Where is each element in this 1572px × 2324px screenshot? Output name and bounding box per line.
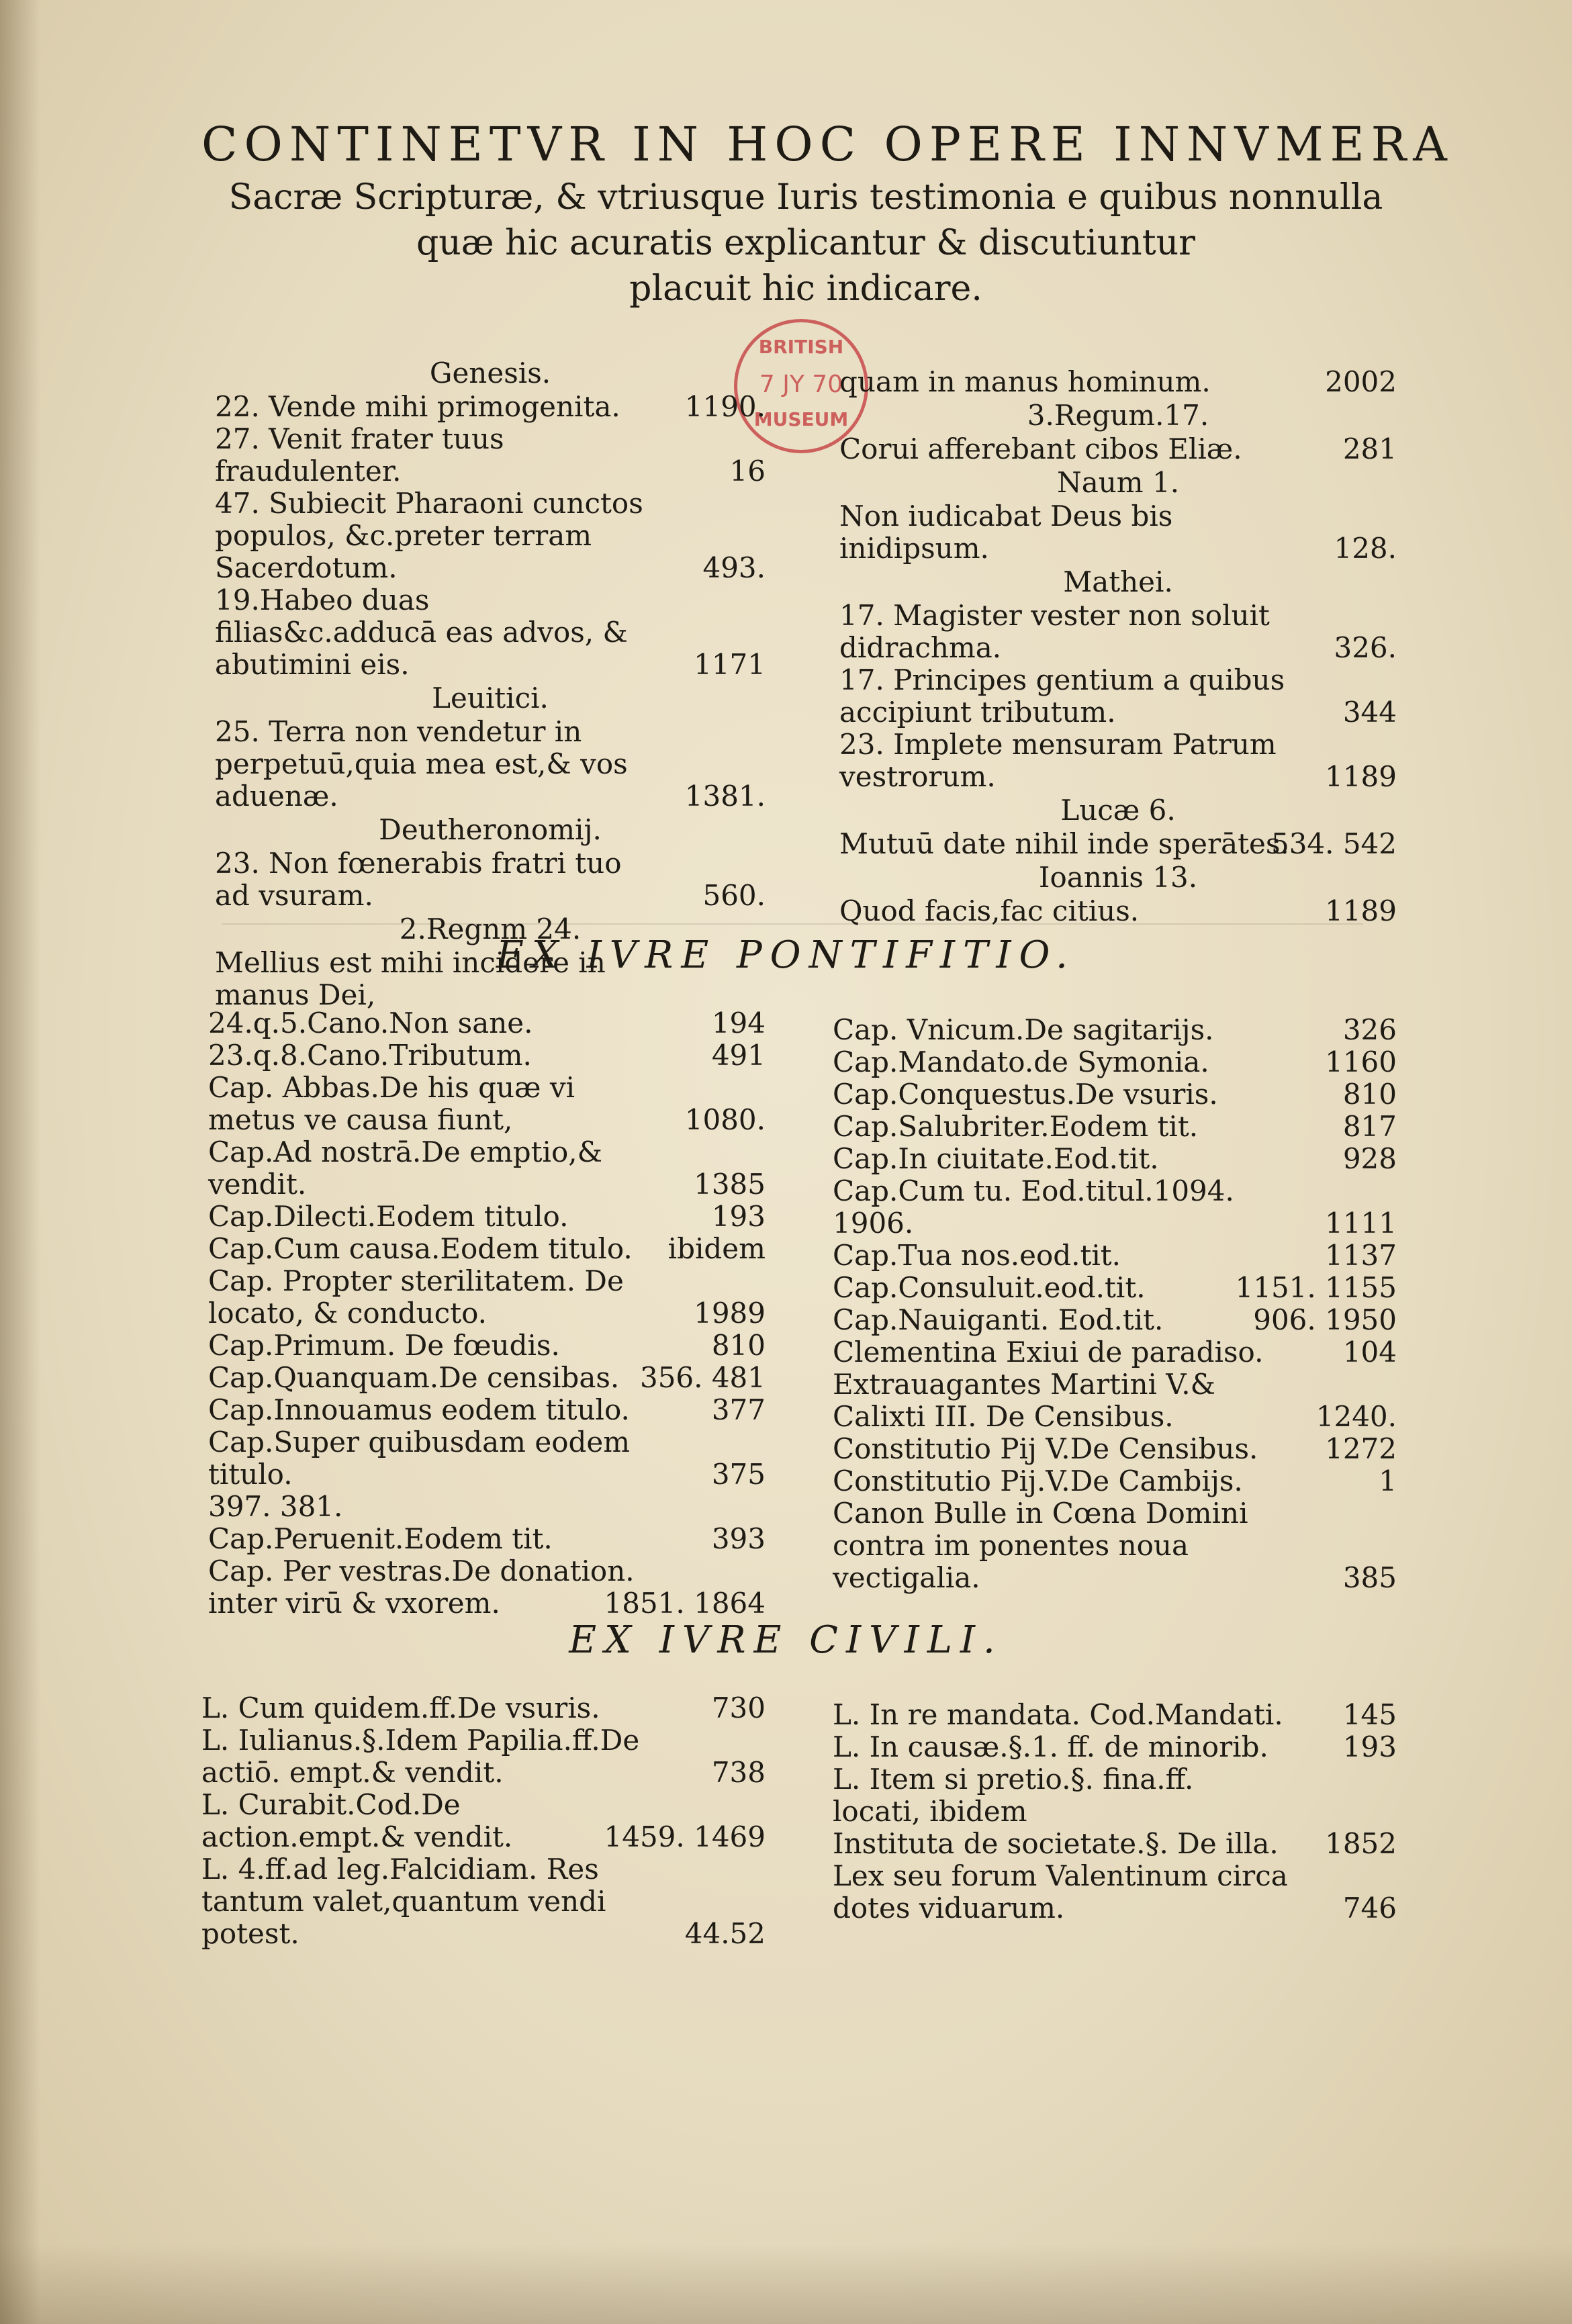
page-reference: 1080. [684,1103,766,1136]
entry-text: Clementina Exiui de paradiso. [833,1336,1264,1368]
entry-text: Lex seu forum Valentinum circa dotes viduarum. [833,1859,1288,1924]
index-entry [208,1523,766,1555]
page-reference: 1381. [684,780,766,812]
page-reference: 194 [711,1007,766,1039]
index-entry [215,423,766,487]
index-entry [833,1828,1397,1860]
page-reference: 104 [1342,1336,1397,1368]
entry-text: Cap.Super quibusdam eodem titulo. [208,1426,631,1491]
index-entry [208,1039,766,1072]
page-reference: 375 [711,1458,766,1491]
entry-text: Cap.Cum causa.Eodem titulo. [208,1232,633,1265]
page-reference: 1851. 1864 [604,1587,766,1620]
page-reference: 730 [711,1691,766,1724]
entry-text: Cap.Conquestus.De vsuris. [833,1078,1218,1111]
page-reference: 491 [711,1039,766,1072]
book-heading: Naum 1. [1056,466,1180,499]
index-entry [839,433,1397,465]
book-heading: Mathei. [1063,565,1173,598]
book-heading: Leuitici. [432,682,549,714]
page-reference: 281 [1342,432,1397,465]
page-reference: 193 [711,1200,766,1233]
index-entry [208,1136,766,1201]
book-heading: Genesis. [429,357,551,389]
entry-text: 17. Principes gentium a quibus accipiunt tributum. [839,663,1285,729]
civil-left-column [201,1692,766,1950]
entry-text: 23. Non fœnerabis fratri tuo ad vsuram. [215,847,622,912]
entry-text: Cap.Cum tu. Eod.titul.1094. 1906. [833,1174,1234,1240]
entry-text: Cap.Consuluit.eod.tit. [833,1271,1146,1304]
book-heading: Ioannis 13. [1038,861,1198,894]
entry-text: L. 4.ff.ad leg.Falcidiam. Res tantum valet,quantum vendi potest. [201,1853,606,1950]
index-entry [208,1491,766,1523]
page-reference: 2002 [1325,365,1397,398]
page-reference: 906. 1950 [1253,1303,1397,1336]
index-entry [833,1175,1397,1240]
page-reference: 810 [1342,1078,1397,1111]
page-reference: 1 [1379,1465,1397,1497]
entry-text: 22. Vende mihi primogenita. [215,390,620,423]
entry-text: L. In causæ.§.1. ff. de minorib. [833,1730,1268,1763]
page-reference: 1189 [1325,760,1397,793]
pontifical-left-column [208,1007,766,1620]
page-reference: 16 [729,455,766,487]
index-entry [833,1046,1397,1078]
page-reference: 356. 481 [639,1361,766,1394]
entry-text: L. In re mandata. Cod.Mandati. [833,1698,1283,1731]
page-reference: 560. [702,879,766,912]
index-entry [839,895,1397,927]
page-reference: 810 [711,1329,766,1362]
divider [222,923,1363,925]
entry-text: Cap.Nauiganti. Eod.tit. [833,1303,1164,1336]
stamp-date: 7 JY 70 [759,371,843,398]
index-entry [208,1330,766,1362]
page-reference: 1385 [694,1168,766,1201]
book-heading: 3.Regum.17. [1027,399,1209,432]
index-entry [215,487,766,584]
index-entry [833,1699,1397,1731]
page-reference: ibidem [667,1232,766,1265]
index-entry [833,1240,1397,1272]
index-entry [215,847,766,912]
entry-text: Cap.Ad nostrā.De emptio,& vendit. [208,1135,602,1201]
page-reference: 344 [1342,696,1397,729]
entry-text: Cap.Primum. De fœudis. [208,1329,560,1362]
page-reference: 746 [1342,1892,1397,1924]
entry-text: Cap.Quanquam.De censibas. [208,1361,620,1394]
index-entry [839,366,1397,398]
entry-text: Quod facis,fac citius. [839,894,1140,927]
section-heading-pontifical: EX IVRE PONTIFITIO. [496,933,1076,977]
page-reference: 1160 [1325,1045,1397,1078]
index-entry [208,1555,766,1620]
index-entry [833,1731,1397,1763]
index-entry [839,600,1397,664]
index-entry [208,1007,766,1039]
page-reference: 377 [711,1393,766,1426]
entry-text: 397. 381. [208,1490,343,1523]
index-entry [839,828,1397,860]
page-reference: 1189 [1325,894,1397,927]
page-reference: 1240. [1315,1400,1397,1433]
index-entry [201,1724,766,1789]
entry-text: Instituta de societate.§. De illa. [833,1827,1279,1860]
section-heading-civil: EX IVRE CIVILI. [569,1618,1003,1662]
page-reference: 44.52 [684,1917,766,1950]
page-reference: 128. [1334,532,1397,565]
pontifical-right-column [833,1014,1397,1594]
entry-text: Cap.Peruenit.Eodem tit. [208,1522,553,1555]
index-entry [833,1111,1397,1143]
entry-text: Non iudicabat Deus bis inidipsum. [839,500,1173,565]
page-bottom-shadow [0,2243,1572,2324]
stamp-top-text: BRITISH [758,336,844,358]
entry-text: Cap. Vnicum.De sagitarijs. [833,1013,1214,1046]
page-reference: 534. 542 [1270,827,1397,860]
stamp-bottom-text: MUSEUM [753,408,849,430]
entry-text: 24.q.5.Cano.Non sane. [208,1007,533,1039]
index-entry [201,1853,766,1950]
index-entry [833,1143,1397,1175]
index-entry [833,1336,1397,1368]
entry-text: Cap.Mandato.de Symonia. [833,1045,1209,1078]
entry-text: L. Item si pretio.§. fina.ff. locati, ibidem [833,1763,1194,1828]
index-entry [208,1201,766,1233]
index-entry [215,391,766,423]
index-entry [839,729,1397,793]
page-reference: 1151. 1155 [1235,1271,1397,1304]
index-entry [833,1497,1397,1594]
entry-text: 19.Habeo duas filias&c.adducā eas advos, & abutimini eis. [215,584,628,681]
index-entry [833,1368,1397,1433]
page-title: CONTINETVR IN HOC OPERE INNVMERA [201,117,1454,172]
index-entry [833,1078,1397,1111]
index-entry [208,1265,766,1330]
index-entry [201,1789,766,1853]
index-entry [833,1465,1397,1497]
entry-text: Corui afferebant cibos Eliæ. [839,432,1242,465]
index-entry [833,1014,1397,1046]
index-entry [833,1860,1397,1924]
index-entry [833,1304,1397,1336]
entry-text: L. Iulianus.§.Idem Papilia.ff.De actiō. empt.& vendit. [201,1724,640,1789]
page-reference: 1137 [1325,1239,1397,1272]
index-entry [833,1433,1397,1465]
subtitle-line-1: Sacræ Scripturæ, & vtriusque Iuris testimonia e quibus nonnulla [228,177,1383,218]
page-reference: 145 [1342,1698,1397,1731]
page-edge-shadow [0,0,40,2324]
entry-text: 17. Magister vester non soluit didrachma. [839,599,1270,664]
entry-text: Cap. Abbas.De his quæ vi metus ve causa fiunt, [208,1071,575,1136]
page-reference: 326 [1342,1013,1397,1046]
entry-text: L. Curabit.Cod.De action.empt.& vendit. [201,1788,513,1853]
subtitle-line-3: placuit hic indicare. [629,269,982,309]
index-entry [839,664,1397,729]
index-entry [208,1233,766,1265]
entry-text: Cap.Salubriter.Eodem tit. [833,1110,1199,1143]
book-heading: 2.Regnm 24. [399,913,582,945]
scripture-right-column [839,366,1397,927]
title-block [201,114,1454,312]
entry-text: Extrauagantes Martini V.& Calixti III. De Censibus. [833,1368,1216,1433]
entry-text: Constitutio Pij.V.De Cambijs. [833,1465,1243,1497]
page-reference: 1190. [684,390,766,423]
page-reference: 1111 [1325,1207,1397,1240]
index-entry [839,500,1397,565]
index-entry [201,1692,766,1724]
page-reference: 1852 [1325,1827,1397,1860]
page-reference: 928 [1342,1142,1397,1175]
index-entry [215,716,766,812]
entry-text: 23.q.8.Cano.Tributum. [208,1039,532,1072]
page-reference: 817 [1342,1110,1397,1143]
page-reference: 1171 [694,648,766,681]
index-entry [208,1426,766,1491]
page-reference: 1459. 1469 [604,1820,766,1853]
scripture-left-column [215,356,766,1011]
index-entry [208,1362,766,1394]
page-reference: 738 [711,1756,766,1789]
entry-text: Mutuū date nihil inde sperātes. [839,827,1289,860]
subtitle-line-2: quæ hic acuratis explicantur & discutiuntur [416,223,1195,263]
entry-text: L. Cum quidem.ff.De vsuris. [201,1691,600,1724]
index-entry [833,1272,1397,1304]
page-reference: 1272 [1325,1432,1397,1465]
index-entry [208,1394,766,1426]
entry-text: Cap.Innouamus eodem titulo. [208,1393,630,1426]
entry-text: Cap. Propter sterilitatem. De locato, & conducto. [208,1264,624,1330]
entry-text: quam in manus hominum. [839,365,1211,398]
entry-text: 25. Terra non vendetur in perpetuū,quia mea est,& vos aduenæ. [215,715,628,812]
page-reference: 493. [702,551,766,584]
entry-text: Cap.In ciuitate.Eod.tit. [833,1142,1159,1175]
entry-text: Cap. Per vestras.De donation. inter virū & vxorem. [208,1554,635,1620]
entry-text: Cap.Dilecti.Eodem titulo. [208,1200,569,1233]
entry-text: 47. Subiecit Pharaoni cunctos populos, &c.preter terram Sacerdotum. [215,487,643,584]
entry-text: Constitutio Pij V.De Censibus. [833,1432,1258,1465]
entry-text: Mellius est mihi incidere in manus Dei, [215,946,606,1011]
book-heading: Deutheronomij. [379,813,602,846]
civil-right-column [833,1699,1397,1924]
entry-text: Cap.Tua nos.eod.tit. [833,1239,1121,1272]
index-entry [215,584,766,681]
book-heading: Lucæ 6. [1060,794,1176,827]
page-reference: 393 [711,1522,766,1555]
page-reference: 193 [1342,1730,1397,1763]
entry-text: 23. Implete mensuram Patrum vestrorum. [839,728,1277,793]
entry-text: 27. Venit frater tuus fraudulenter. [215,422,504,487]
page-reference: 1989 [694,1297,766,1330]
page-reference: 385 [1342,1561,1397,1594]
page-reference: 326. [1334,631,1397,664]
index-entry [833,1763,1397,1828]
entry-text: Canon Bulle in Cœna Domini contra im ponentes noua vectigalia. [833,1497,1248,1594]
index-entry [208,1072,766,1136]
